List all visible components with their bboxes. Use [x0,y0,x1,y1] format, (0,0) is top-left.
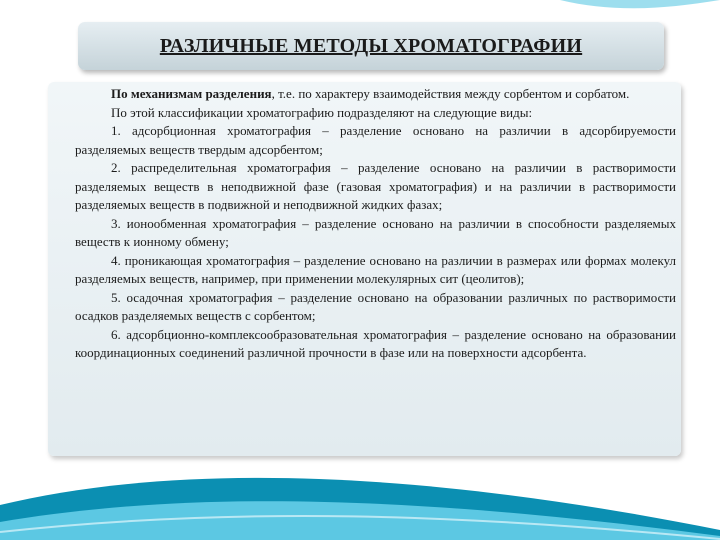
page-title: РАЗЛИЧНЫЕ МЕТОДЫ ХРОМАТОГРАФИИ [159,34,583,57]
classification-note: По этой классификации хроматографию подразделяют на следующие виды: [111,104,533,120]
wave-top-right [560,0,720,8]
list-item-5: 5. осадочная хроматография – разделение основано на образовании различных по растворимости осадков разделяемых веществ с сорбентом; [75,289,676,323]
intro-bold: По механизмам разделения [111,86,272,101]
list-item-6: 6. адсорбционно-комплексообразовательная хроматография – разделение основано на образовании координационных соединений различной прочности в фазе или на поверхности адсорбента. [75,326,676,360]
intro-paragraph [75,85,676,104]
intro-rest: , т.е. по характеру взаимодействия между сорбентом и сорбатом. [271,86,630,101]
list-item-1: 1. адсорбционная хроматография – разделение основано на различии в адсорбируемости разделяемых веществ твердым адсорбентом; [75,123,676,157]
list-item-3: 3. ионообменная хроматография – разделение основано на различии в способности разделяемых веществ к ионному обмену; [75,215,676,249]
list-item-2: 2. распределительная хроматография – разделение основано на различии в растворимости разделяемых веществ в неподвижной фазе (газовая хроматография) и на различии в растворимости разделяемых веществ в подвижной и неподвижной жидких фазах; [75,160,676,212]
title-bar [78,22,664,70]
list-item-4: 4. проникающая хроматография – разделение основано на различии в размерах или формах молекул разделяемых веществ, например, при применении молекулярных сит (цеолитов); [75,252,676,286]
content-panel [48,82,681,456]
